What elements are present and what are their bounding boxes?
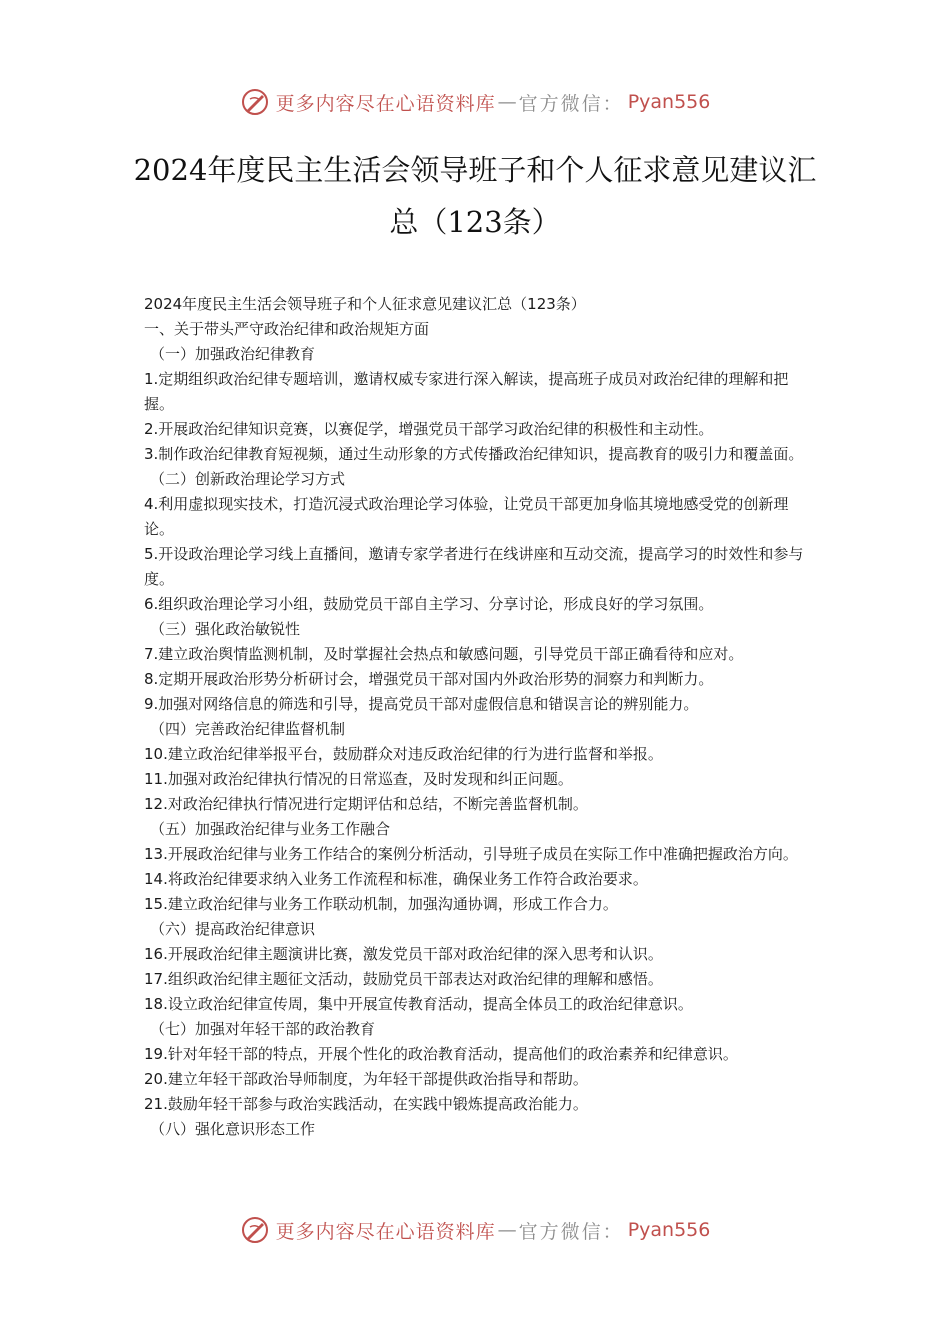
banner-wechat-id: Pyan556 xyxy=(627,1219,711,1241)
list-item: 9.加强对网络信息的筛选和引导，提高党员干部对虚假信息和错误言论的辨别能力。 xyxy=(144,695,699,713)
banner-wechat-label: 官方微信： xyxy=(518,1220,624,1243)
subsection-heading: （一）加强政治纪律教育 xyxy=(150,345,316,363)
list-item: 20.建立年轻干部政治导师制度，为年轻干部提供政治指导和帮助。 xyxy=(144,1070,588,1088)
list-item: 18.设立政治纪律宣传周，集中开展宣传教育活动，提高全体员工的政治纪律意识。 xyxy=(144,995,693,1013)
header-watermark-banner xyxy=(0,84,950,120)
banner-separator: — xyxy=(497,91,517,113)
banner-separator: — xyxy=(497,1219,517,1241)
list-item: 13.开展政治纪律与业务工作结合的案例分析活动，引导班子成员在实际工作中准确把握政治方向。 xyxy=(144,845,798,863)
banner-wechat-label: 官方微信： xyxy=(518,92,624,115)
subsection-heading: （三）强化政治敏锐性 xyxy=(150,620,301,638)
list-item: 12.对政治纪律执行情况进行定期评估和总结，不断完善监督机制。 xyxy=(144,795,588,813)
list-item: 11.加强对政治纪律执行情况的日常巡查，及时发现和纠正问题。 xyxy=(144,770,573,788)
quill-logo-icon xyxy=(240,87,270,117)
list-item: 21.鼓励年轻干部参与政治实践活动，在实践中锻炼提高政治能力。 xyxy=(144,1095,588,1113)
list-item: 14.将政治纪律要求纳入业务工作流程和标准，确保业务工作符合政治要求。 xyxy=(144,870,648,888)
list-item: 17.组织政治纪律主题征文活动，鼓励党员干部表达对政治纪律的理解和感悟。 xyxy=(144,970,663,988)
list-item: 16.开展政治纪律主题演讲比赛，激发党员干部对政治纪律的深入思考和认识。 xyxy=(144,945,663,963)
list-item: 10.建立政治纪律举报平台，鼓励群众对违反政治纪律的行为进行监督和举报。 xyxy=(144,745,663,763)
list-item: 5.开设政治理论学习线上直播间，邀请专家学者进行在线讲座和互动交流，提高学习的时效性和参与度。 xyxy=(144,545,804,588)
list-item: 4.利用虚拟现实技术，打造沉浸式政治理论学习体验，让党员干部更加身临其境地感受党的创新理论。 xyxy=(144,495,789,538)
subsection-heading: （五）加强政治纪律与业务工作融合 xyxy=(150,820,391,838)
list-item: 1.定期组织政治纪律专题培训，邀请权威专家进行深入解读，提高班子成员对政治纪律的理解和把握。 xyxy=(144,370,789,413)
document-body xyxy=(144,292,812,1142)
list-item: 8.定期开展政治形势分析研讨会，增强党员干部对国内外政治形势的洞察力和判断力。 xyxy=(144,670,714,688)
list-item: 6.组织政治理论学习小组，鼓励党员干部自主学习、分享讨论，形成良好的学习氛围。 xyxy=(144,595,714,613)
subsection-heading: （八）强化意识形态工作 xyxy=(150,1120,316,1138)
subsection-heading: （二）创新政治理论学习方式 xyxy=(150,470,346,488)
banner-promo-text: 更多内容尽在心语资料库 xyxy=(275,92,496,115)
list-item: 7.建立政治舆情监测机制，及时掌握社会热点和敏感问题，引导党员干部正确看待和应对。 xyxy=(144,645,744,663)
banner-wechat-id: Pyan556 xyxy=(627,91,711,113)
banner-promo-text: 更多内容尽在心语资料库 xyxy=(275,1220,496,1243)
list-item: 15.建立政治纪律与业务工作联动机制，加强沟通协调，形成工作合力。 xyxy=(144,895,618,913)
list-item: 2.开展政治纪律知识竞赛，以赛促学，增强党员干部学习政治纪律的积极性和主动性。 xyxy=(144,420,714,438)
subsection-heading: （四）完善政治纪律监督机制 xyxy=(150,720,346,738)
list-item: 3.制作政治纪律教育短视频，通过生动形象的方式传播政治纪律知识，提高教育的吸引力和覆盖面。 xyxy=(144,445,804,463)
footer-watermark-banner xyxy=(0,1212,950,1248)
document-title: 2024年度民主生活会领导班子和个人征求意见建议汇总（123条） xyxy=(133,153,817,239)
list-item: 19.针对年轻干部的特点，开展个性化的政治教育活动，提高他们的政治素养和纪律意识。 xyxy=(144,1045,738,1063)
intro-paragraph: 2024年度民主生活会领导班子和个人征求意见建议汇总（123条） xyxy=(144,295,586,313)
subsection-heading: （七）加强对年轻干部的政治教育 xyxy=(150,1020,376,1038)
quill-logo-icon xyxy=(240,1215,270,1245)
subsection-heading: （六）提高政治纪律意识 xyxy=(150,920,316,938)
section-heading: 一、关于带头严守政治纪律和政治规矩方面 xyxy=(144,320,430,338)
